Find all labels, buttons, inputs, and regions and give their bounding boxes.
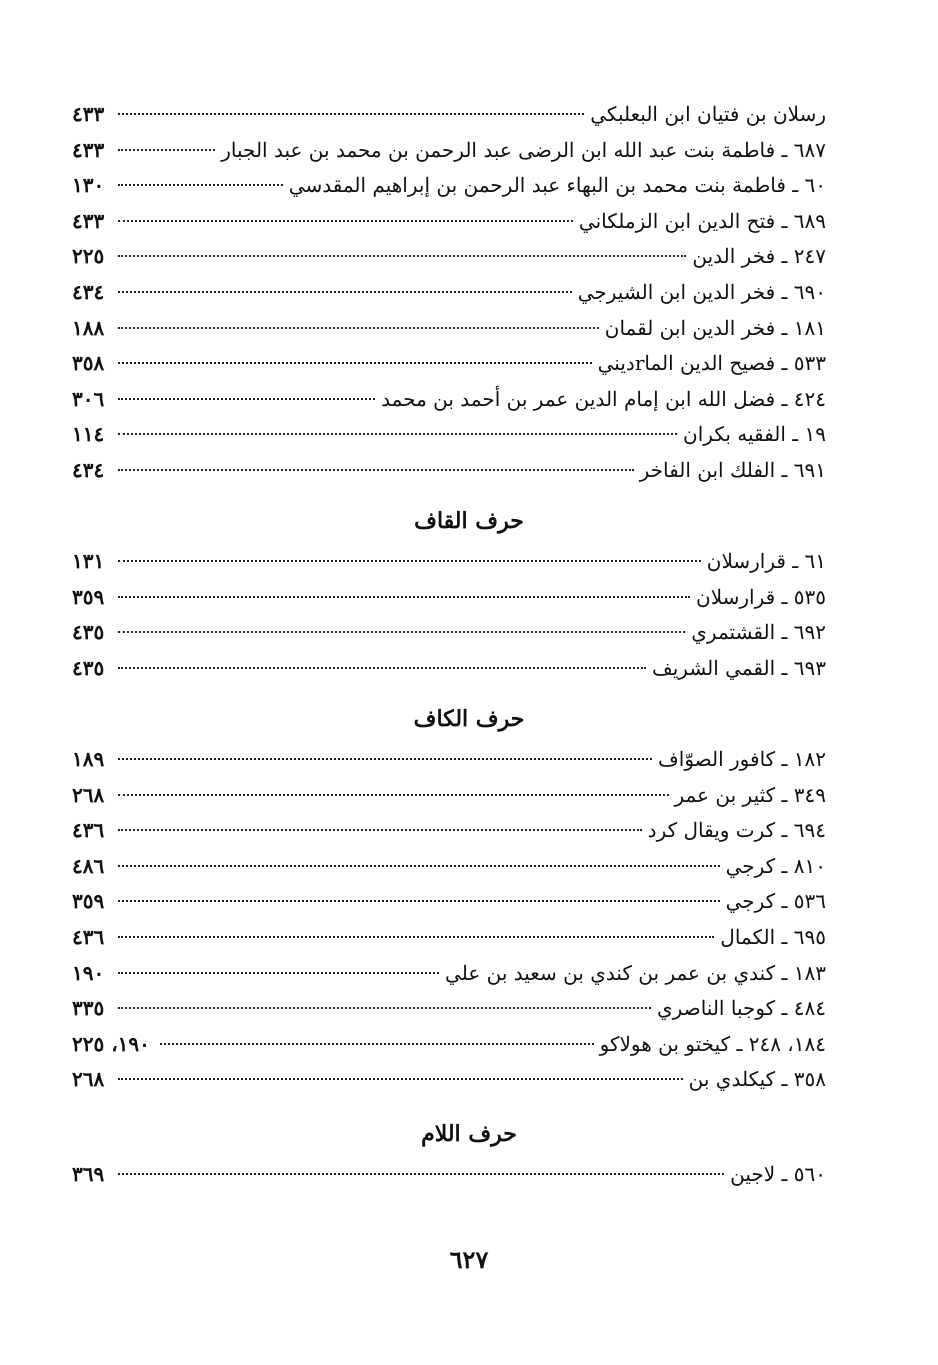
dot-leader (118, 631, 685, 633)
entry-pages: ٤٣٣ (72, 137, 105, 162)
entry-pages: ٤٣٤ (72, 457, 105, 482)
entry-name: ٦١ ـ قرارسلان (706, 549, 826, 573)
dot-leader (118, 291, 572, 293)
entry-pages: ١٣٠ (72, 173, 105, 198)
entry-pages: ١٩٠، ٢٢٥ (72, 1031, 150, 1056)
dot-leader (118, 900, 720, 902)
dot-leader (118, 113, 584, 115)
entry-name: ٦٩٢ ـ القشتمري (691, 620, 826, 645)
entry-name: ٤٨٤ ـ كوجبا الناصري (657, 996, 826, 1021)
index-entry (72, 549, 826, 585)
index-entry (72, 747, 826, 783)
entry-pages: ٢٦٨ (72, 1067, 105, 1092)
index-entry (72, 961, 826, 997)
index-entry (72, 173, 826, 209)
index-entry (72, 585, 826, 621)
entry-name: ١٨٣ ـ كندي بن عمر بن كندي بن سعيد بن علي (445, 960, 826, 985)
dot-leader (160, 1043, 594, 1045)
dot-leader (118, 794, 669, 796)
entry-pages: ٤٣٤ (72, 279, 105, 304)
entry-pages: ٣٥٨ (72, 351, 105, 376)
dot-leader (118, 398, 375, 400)
index-section-fa (72, 102, 826, 494)
dot-leader (118, 469, 634, 471)
index-entry (72, 818, 826, 854)
dot-leader (118, 184, 283, 186)
dot-leader (118, 667, 646, 669)
dot-leader (118, 560, 701, 562)
index-entry (72, 138, 826, 174)
entry-pages: ٤٣٣ (72, 208, 105, 233)
entry-pages: ٣٥٩ (72, 584, 105, 609)
index-entry (72, 280, 826, 316)
dot-leader (118, 936, 714, 938)
dot-leader (118, 327, 599, 329)
entry-name: ٥٣٣ ـ فصيح الدين الماrديني (597, 351, 826, 376)
entry-pages: ٣٣٥ (72, 996, 105, 1021)
entry-pages: ١٩٠ (72, 960, 105, 985)
index-entry (72, 996, 826, 1032)
index-entry (72, 1162, 826, 1198)
entry-name: ٣٥٨ ـ كيكلدي بن (688, 1067, 826, 1092)
index-entry (72, 656, 826, 692)
entry-name: ١٨٢ ـ كافور الصوّاف (658, 747, 826, 771)
entry-name: ٢٤٧ ـ فخر الدين (692, 244, 826, 269)
dot-leader (118, 758, 652, 760)
entry-name: ١٨٤، ٢٤٨ ـ كيختو بن هولاكو (599, 1031, 826, 1056)
entry-pages: ٤٣٦ (72, 818, 105, 843)
dot-leader (118, 149, 215, 151)
index-entry (72, 351, 826, 387)
entry-name: ٥٣٥ ـ قرارسلان (696, 584, 826, 609)
entry-pages: ١٣١ (72, 549, 105, 573)
dot-leader (118, 433, 677, 435)
entry-name: ٣٤٩ ـ كثير بن عمر (674, 782, 826, 807)
dot-leader (118, 255, 686, 257)
dot-leader (118, 1078, 683, 1080)
entry-pages: ٤٣٥ (72, 620, 105, 645)
index-entry (72, 854, 826, 890)
index-section-kaf (72, 747, 826, 1103)
dot-leader (118, 362, 592, 364)
index-entry (72, 889, 826, 925)
index-entry (72, 1032, 826, 1068)
entry-name: ٦٩٥ ـ الكمال (720, 924, 826, 949)
dot-leader (118, 1173, 724, 1175)
entry-pages: ٤٣٥ (72, 655, 105, 680)
entry-name: ٥٣٦ ـ كرجي (725, 889, 826, 914)
index-entry (72, 1067, 826, 1103)
entry-name: ٨١٠ ـ كرجي (725, 853, 826, 878)
entry-name: رسلان بن فتيان ابن البعلبكي (590, 102, 826, 126)
entry-name: ٦٠ ـ فاطمة بنت محمد بن البهاء عبد الرحمن بن إبراهيم المقدسي (288, 173, 826, 198)
dot-leader (118, 865, 720, 867)
index-entry (72, 458, 826, 494)
dot-leader (118, 1007, 651, 1009)
dot-leader (118, 596, 690, 598)
entry-name: ٦٨٩ ـ فتح الدين ابن الزملكاني (578, 208, 826, 233)
index-entry (72, 422, 826, 458)
entry-name: ٦٨٧ ـ فاطمة بنت عبد الله ابن الرضى عبد الرحمن بن محمد بن عبد الجبار (221, 137, 826, 162)
index-entry (72, 925, 826, 961)
entry-pages: ٣٦٩ (72, 1162, 105, 1186)
index-section-qaf (72, 549, 826, 691)
entry-pages: ٢٦٨ (72, 782, 105, 807)
dot-leader (118, 829, 642, 831)
index-section-lam (72, 1162, 826, 1198)
index-entry (72, 209, 826, 245)
dot-leader (118, 972, 439, 974)
entry-pages: ٤٨٦ (72, 853, 105, 878)
index-entry (72, 316, 826, 352)
index-entry (72, 387, 826, 423)
entry-name: ٤٢٤ ـ فضل الله ابن إمام الدين عمر بن أحمد بن محمد (381, 386, 826, 411)
entry-pages: ٣٥٩ (72, 889, 105, 914)
entry-name: ٥٦٠ ـ لاجين (730, 1162, 826, 1186)
index-entry (72, 783, 826, 819)
entry-pages: ١١٤ (72, 422, 105, 447)
entry-pages: ١٨٩ (72, 747, 105, 771)
entry-name: ٦٩٤ ـ كرت ويقال كرد (647, 818, 826, 843)
entry-name: ٦٩٠ ـ فخر الدين ابن الشيرجي (577, 279, 826, 304)
index-entry (72, 102, 826, 138)
entry-name: ١٨١ ـ فخر الدين ابن لقمان (604, 315, 826, 340)
entry-name: ٦٩٣ ـ القمي الشريف (652, 655, 826, 680)
section-heading-kaf: حرف الكاف (413, 706, 525, 732)
entry-pages: ٤٣٦ (72, 924, 105, 949)
section-heading-lam: حرف اللام (421, 1121, 517, 1147)
entry-pages: ٢٢٥ (72, 244, 105, 269)
entry-pages: ٣٠٦ (72, 386, 105, 411)
dot-leader (118, 220, 573, 222)
index-entry (72, 244, 826, 280)
entry-name: ٦٩١ ـ الفلك ابن الفاخر (639, 457, 826, 482)
entry-pages: ٤٣٣ (72, 102, 105, 126)
entry-name: ١٩ ـ الفقيه بكران (683, 422, 826, 447)
index-entry (72, 620, 826, 656)
entry-pages: ١٨٨ (72, 315, 105, 340)
page-number: ٦٢٧ (449, 1245, 489, 1274)
section-heading-qaf: حرف القاف (414, 508, 524, 534)
